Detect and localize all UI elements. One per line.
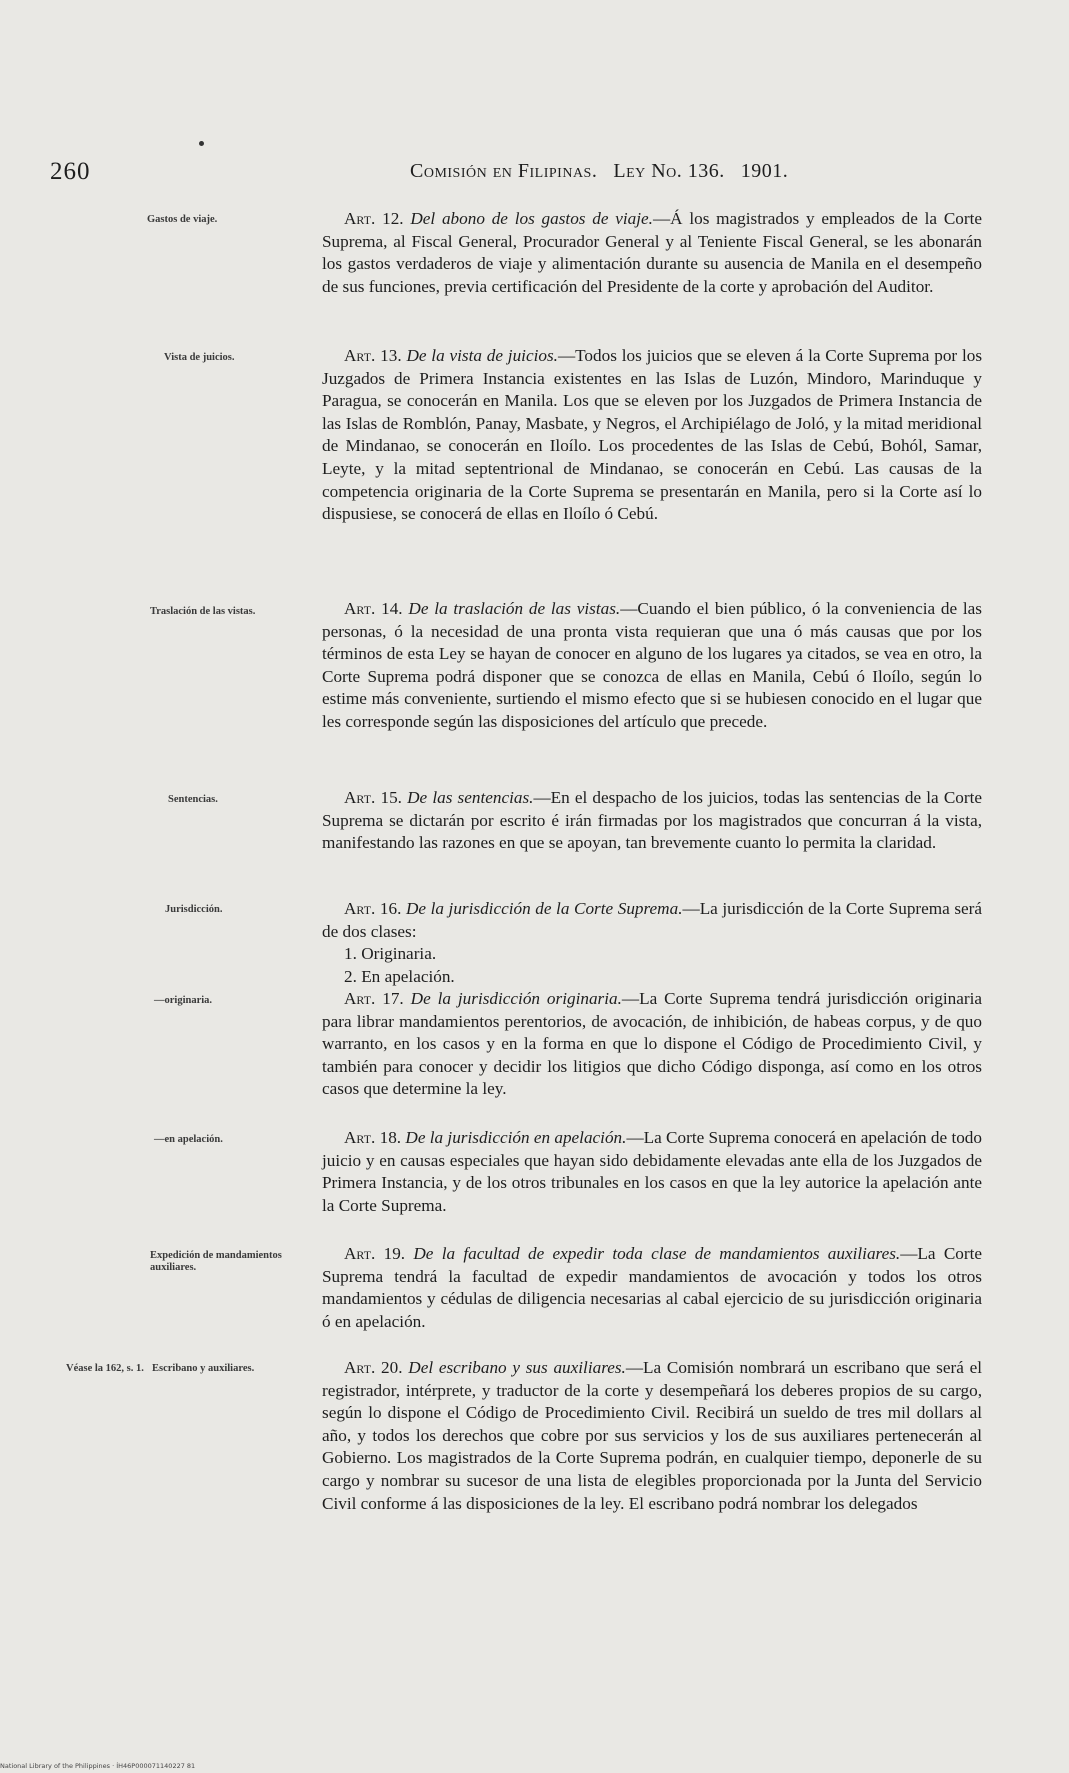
- article-text: —Todos los juicios que se eleven á la Corte Suprema por los Juzgados de Primera Instancia existentes en las Islas de Luzón, Mindoro, Marinduque y Paragua, se conocerán en Manila. Los que se eleven por los Juzgados de Primera Instancia de las Islas de Romblón, Panay, Masbate, y Negros, el Archipiélago de Joló, y la mitad meridional de Mindanao, se conocerán en Iloílo. Los procedentes de las Islas de Cebú, Bohól, Samar, Leyte, y la mitad septentrional de Mindanao, se conocerán en Cebú. Las causas de la competencia originaria de la Corte Suprema se presentarán en Manila, pero si la Corte así lo dispusiese, se conocerá de ellas en Iloílo ó Cebú.: [322, 346, 983, 524]
- article-heading: Art. 17.: [344, 989, 404, 1008]
- article-title: Del escribano y sus auxiliares.: [408, 1358, 626, 1377]
- article-heading: Art. 14.: [344, 599, 403, 618]
- margin-note-vease: Véase la 162, s. 1.: [66, 1363, 144, 1374]
- article-14: [322, 598, 982, 734]
- margin-note-apelacion: —en apelación.: [154, 1134, 223, 1145]
- article-heading: Art. 12.: [344, 209, 404, 228]
- article-text: —La jurisdicción de la Corte Suprema será de dos clases:: [322, 899, 983, 941]
- article-title: De la vista de juicios.: [406, 346, 558, 365]
- running-head-title: Comisión en Filipinas.: [410, 160, 598, 182]
- article-title: De las sentencias.: [407, 788, 534, 807]
- article-heading: Art. 15.: [344, 788, 402, 807]
- running-head-year: 1901.: [740, 160, 789, 182]
- margin-note-expedicion: Expedición de mandamientos auxiliares.: [150, 1250, 282, 1273]
- margin-note-originaria: —originaria.: [154, 995, 213, 1006]
- article-text: —La Comisión nombrará un escribano que será el registrador, intérprete, y traductor de la corte y desempeñará los deberes propios de su cargo, según lo dispone el Código de Procedimiento Civil. Recibirá un sueldo de tres mil dollars al año, y todos los derechos que cobre por sus servicios y los de sus auxiliares pertenecerán al Gobierno. Los magistrados de la Corte Suprema podrán, en cualquier tiempo, deponerle de su cargo y nombrar su sucesor de una lista de elegibles proporcionada por la Junta del Servicio Civil conforme á las disposiciones de la ley. El escribano podrá nombrar los delegados: [322, 1358, 982, 1513]
- article-18: [322, 1127, 982, 1217]
- margin-note-gastos: Gastos de viaje.: [147, 214, 218, 225]
- article-title: De la facultad de expedir toda clase de mandamientos auxiliares.: [413, 1244, 901, 1263]
- article-text: —La Corte Suprema conocerá en apelación de todo juicio y en causas especiales que hayan sido debidamente elevadas ante ella de los Juzgados de Primera Instancia, y de los otros tribunales en los casos en que la ley autorice la apelación ante la Corte Suprema.: [322, 1128, 982, 1215]
- ink-dot: [199, 141, 204, 146]
- article-17: [322, 988, 982, 1101]
- article-heading: Art. 16.: [344, 899, 402, 918]
- article-title: De la traslación de las vistas.: [408, 599, 621, 618]
- scan-footer: National Library of the Philippines · ÍH46P000071140227 81: [0, 1762, 196, 1770]
- article-text: —La Corte Suprema tendrá jurisdicción originaria para librar mandamientos perentorios, de avocación, de inhibición, de habeas corpus, y de quo warranto, en los casos y en la forma en que lo dispone el Código de Procedimiento Civil, y también para conocer y decidir los litigios que dicho Código disponga, así como en los otros casos que determine la ley.: [322, 989, 982, 1099]
- margin-note-vista: Vista de juicios.: [164, 352, 235, 363]
- article-heading: Art. 13.: [344, 346, 402, 365]
- article-title: De la jurisdicción de la Corte Suprema.: [405, 899, 683, 918]
- margin-note-jurisdiccion: Jurisdicción.: [165, 904, 223, 915]
- article-heading: Art. 19.: [344, 1244, 406, 1263]
- article-16: [322, 898, 982, 988]
- list-item: 2. En apelación.: [344, 966, 455, 986]
- article-heading: Art. 20.: [344, 1358, 403, 1377]
- article-text: —En el despacho de los juicios, todas las sentencias de la Corte Suprema se dictarán por escrito é irán firmadas por los magistrados que concurran á la vista, manifestando las razones en que se apoyan, tan brevemente cuanto lo permita la claridad.: [322, 788, 982, 853]
- article-title: De la jurisdicción en apelación.: [405, 1128, 627, 1147]
- running-head: [410, 160, 788, 183]
- margin-note-sentencias: Sentencias.: [168, 794, 218, 805]
- article-text: —Á los magistrados y empleados de la Corte Suprema, al Fiscal General, Procurador General y al Teniente Fiscal General, se les abonarán los gastos verdaderos de viaje y alimentación durante su ausencia de Manila en el desempeño de sus funciones, previa certificación del Presidente de la corte y aprobación del Auditor.: [322, 209, 983, 296]
- article-19: [322, 1243, 982, 1333]
- page-number: 260: [50, 158, 91, 185]
- article-title: De la jurisdicción originaria.: [410, 989, 622, 1008]
- article-text: —La Corte Suprema tendrá la facultad de expedir mandamientos de avocación y todos los otros mandamientos y cédulas de diligencia necesarias al cabal ejercicio de su jurisdicción originaria ó en apelación.: [322, 1244, 983, 1331]
- article-text: —Cuando el bien público, ó la conveniencia de las personas, ó la necesidad de una pronta vista requieran que una ó más causas que por los términos de esta Ley se hayan de conocer en alguno de los lugares ya citados, se vea en otro, la Corte Suprema podrá disponer que se conozca de ellas en Manila, Cebú ó Iloílo, según lo estime más conveniente, surtiendo el mismo efecto que si se hubiesen conocido en el lugar que les corresponde según las disposiciones del artículo que precede.: [322, 599, 982, 731]
- article-heading: Art. 18.: [344, 1128, 402, 1147]
- article-title: Del abono de los gastos de viaje.: [410, 209, 653, 228]
- article-12: [322, 208, 982, 298]
- list-item: 1. Originaria.: [344, 944, 437, 964]
- article-15: [322, 787, 982, 855]
- running-head-law: Ley No. 136.: [613, 160, 725, 182]
- margin-note-escribano: Escribano y auxiliares.: [152, 1363, 255, 1374]
- article-13: [322, 345, 982, 526]
- margin-note-traslacion: Traslación de las vistas.: [150, 606, 256, 617]
- article-20: [322, 1357, 982, 1515]
